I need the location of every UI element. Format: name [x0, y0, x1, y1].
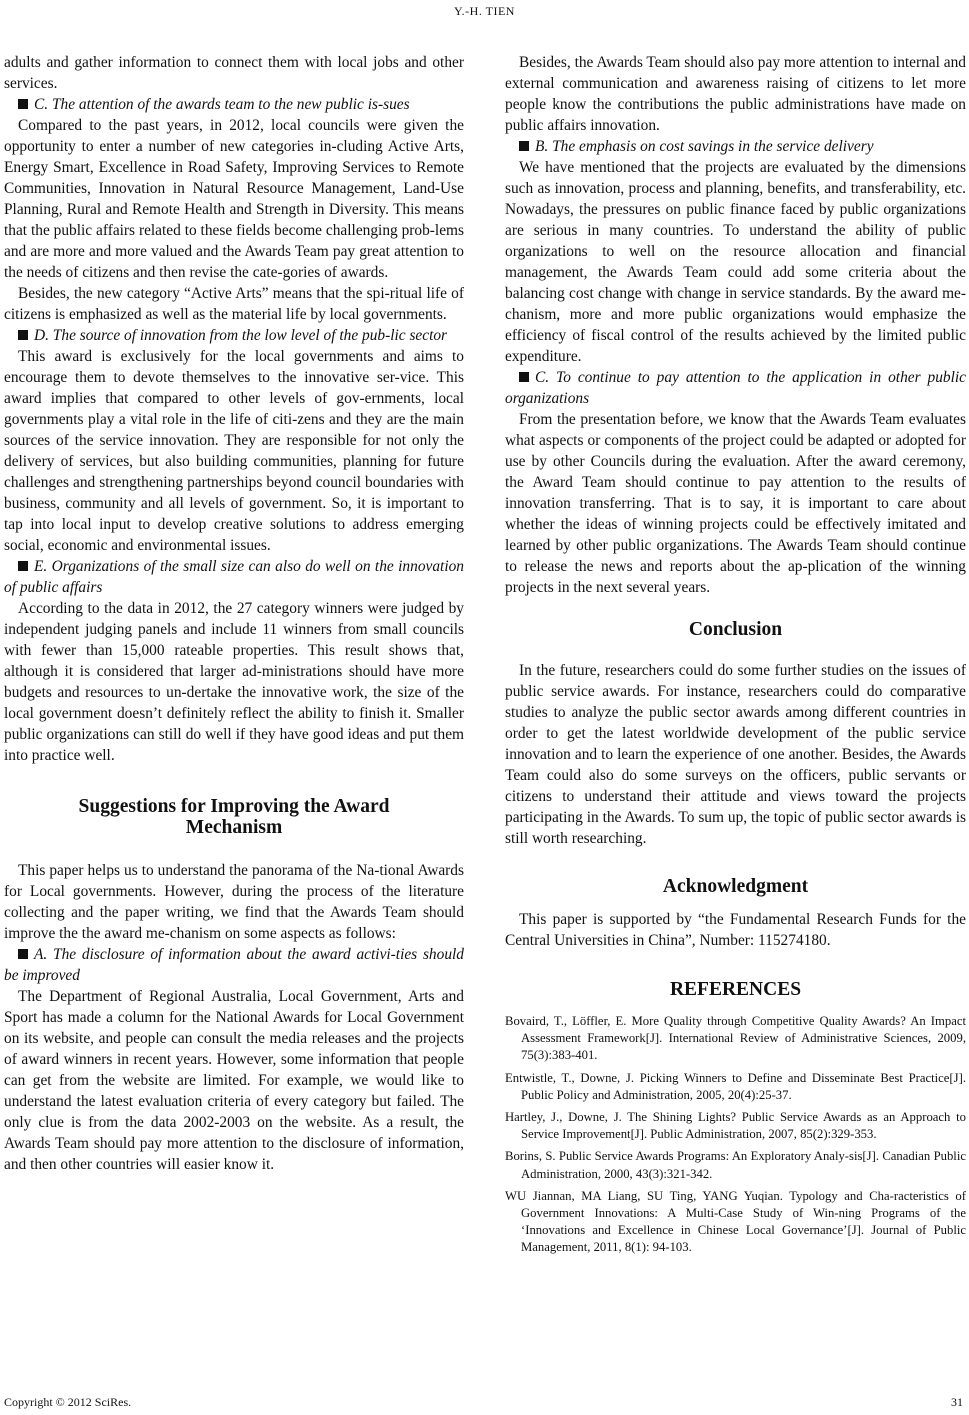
- square-bullet-icon: [18, 949, 28, 959]
- subsection-heading-text: C. To continue to pay attention to the application in other public organizations: [505, 369, 966, 407]
- subsection-heading-text: D. The source of innovation from the low level of the pub-lic sector: [34, 327, 448, 344]
- footer-page-number: 31: [951, 1395, 963, 1409]
- subsection-heading: [4, 556, 464, 598]
- paragraph: Besides, the Awards Team should also pay more attention to internal and external communication and awareness raising of citizens to let more people know the contributions the public administrations have made on public affairs innovation.: [505, 54, 966, 134]
- square-bullet-icon: [519, 141, 529, 151]
- section-heading-references: REFERENCES: [669, 979, 802, 1000]
- subsection-heading: [505, 136, 966, 157]
- paragraph: In the future, researchers could do some further studies on the issues of public service awards. For instance, researchers could do comparative studies to analyze the public sector awards among different countries in order to get the latest worldwide development of the public service innovation and to learn the experience of one another. Besides, the Awards Team could also do some surveys on the officers, public servants or citizens to understand their attitude and views toward the projects participating in the Awards. To sum up, the topic of public sector awards is still worth researching.: [505, 662, 966, 847]
- reference-item: Hartley, J., Downe, J. The Shining Lights? Public Service Awards as an Approach to Service Improvement[J]. Public Administration, 2007, 85(2):329-353.: [505, 1110, 966, 1142]
- footer-copyright: Copyright © 2012 SciRes.: [4, 1395, 132, 1409]
- paragraph: The Department of Regional Australia, Local Government, Arts and Sport has made a column for the National Awards for Local Government on its website, and people can consult the media releases and the projects of award winners in recent years. However, some information that people can get from the website are limited. For example, we would like to understand the latest evaluation criteria of every category but failed. The only clue is from the data 2002-2003 on the website. As a result, the Awards Team should pay more attention to the disclosure of information, and then other countries will easier know it.: [4, 988, 464, 1173]
- paragraph: This award is exclusively for the local governments and aims to encourage them to devote themselves to the innovative ser-vice. This award implies that compared to other levels of gov-ernments, local governments play a vital role in the life of citi-zens and they are the main sources of the service innovation. They are responsible for not only the delivery of services, but also building communities, planning for future challenges and strengthening partnerships beyond council boundaries with business, community and all levels of government. So, it is important to tap into local input to develop creative solutions to address emerging social, economic and environmental issues.: [4, 348, 464, 554]
- paragraph: We have mentioned that the projects are evaluated by the dimensions such as innovation, process and planning, benefits, and transferability, etc. Nowadays, the pressures on public finance faced by public organizations are serious in many countries. To understand the ability of public organizations to well on the resource allocation and financial management, the Awards Team could add some criteria about the balancing cost change with change in service standards. By the award me-chanism, more and more public organizations would emphasize the efficiency of fiscal control of the results achieved by the limited public expenditure.: [505, 159, 966, 365]
- paragraph: Besides, the new category “Active Arts” means that the spi-ritual life of citizens is emphasized as well as the material life by local governments.: [4, 285, 464, 323]
- paragraph: adults and gather information to connect them with local jobs and other services.: [4, 54, 464, 92]
- left-column: [4, 52, 464, 1175]
- subsection-heading: [4, 325, 464, 346]
- reference-item: WU Jiannan, MA Liang, SU Ting, YANG Yuqian. Typology and Cha-racteristics of Government Innovations: A Multi-Case Study of Win-ning Programs of the ‘Innovations and Excellence in Chinese Local Governance’[J]. Journal of Public Management, 2011, 8(1): 94-103.: [505, 1188, 966, 1255]
- subsection-heading: [4, 944, 464, 986]
- paragraph: This paper is supported by “the Fundamental Research Funds for the Central Universities in China”, Number: 115274180.: [505, 911, 966, 949]
- section-heading-line: Mechanism: [185, 817, 283, 838]
- section-heading-acknowledgment: Acknowledgment: [662, 876, 809, 897]
- reference-item: Entwistle, T., Downe, J. Picking Winners to Define and Disseminate Best Practice[J]. Public Policy and Administration, 2005, 20(4):25-37.: [505, 1070, 966, 1102]
- section-heading-conclusion: Conclusion: [688, 619, 783, 640]
- subsection-heading-text: A. The disclosure of information about the award activi-ties should be improved: [4, 946, 464, 984]
- square-bullet-icon: [18, 330, 28, 340]
- paragraph: Compared to the past years, in 2012, local councils were given the opportunity to enter a number of new categories in-cluding Active Arts, Energy Smart, Excellence in Road Safety, Improving Services to Remote Communities, Innovation in Natural Resource Management, Land-Use Planning, Rural and Remote Health and Strength in Diversity. This means that the public affairs related to these fields become challenging prob-lems and are more and more valued and the Awards Team pay great attention to the needs of citizens and then revise the cate-gories of awards.: [4, 117, 464, 281]
- subsection-heading-text: C. The attention of the awards team to the new public is-sues: [34, 96, 410, 113]
- paragraph: According to the data in 2012, the 27 category winners were judged by independent judging panels and include 11 winners from small councils with fewer than 15,000 rateable properties. This result shows that, although it is considered that larger ad-ministrations should have more budgets and resources to un-dertake the innovative work, the size of the local government doesn’t definitely reflect the ability to finish it. Smaller public organizations can still do well if they have good ideas and put them into practice well.: [4, 600, 464, 764]
- right-column: [505, 52, 966, 1262]
- subsection-heading-text: B. The emphasis on cost savings in the service delivery: [535, 138, 874, 155]
- paragraph: This paper helps us to understand the panorama of the Na-tional Awards for Local governments. However, during the process of the literature collecting and the paper writing, we find that the Awards Team should improve the the award me-chanism on some aspects as follows:: [4, 862, 464, 942]
- section-heading-suggestions: [4, 796, 464, 838]
- reference-item: Borins, S. Public Service Awards Programs: An Exploratory Analy-sis[J]. Canadian Public Administration, 2000, 43(3):321-342.: [505, 1149, 966, 1181]
- square-bullet-icon: [519, 372, 529, 382]
- subsection-heading-text: E. Organizations of the small size can also do well on the innovation of public affairs: [4, 558, 464, 596]
- square-bullet-icon: [18, 561, 28, 571]
- subsection-heading: [4, 94, 464, 115]
- subsection-heading: [505, 367, 966, 409]
- reference-list: [505, 1013, 966, 1257]
- running-head: Y.-H. TIEN: [454, 4, 515, 18]
- paragraph: From the presentation before, we know that the Awards Team evaluates what aspects or components of the project could be adapted or adopted for use by other Councils during the evaluation. After the award ceremony, the Award Team should continue to pay attention to the results of innovation transferring. That is to say, it is important to care about whether the ideas of winning projects could be effectively imitated and learned by other public organizations. The Awards Team should continue to release the news and reports about the ap-plication of the winning projects in the next several years.: [505, 411, 966, 596]
- section-heading-line: Suggestions for Improving the Award: [78, 796, 390, 817]
- square-bullet-icon: [18, 99, 28, 109]
- reference-item: Bovaird, T., Löffler, E. More Quality through Competitive Quality Awards? An Impact Assessment Framework[J]. International Review of Administrative Sciences, 2009, 75(3):383-401.: [505, 1014, 966, 1063]
